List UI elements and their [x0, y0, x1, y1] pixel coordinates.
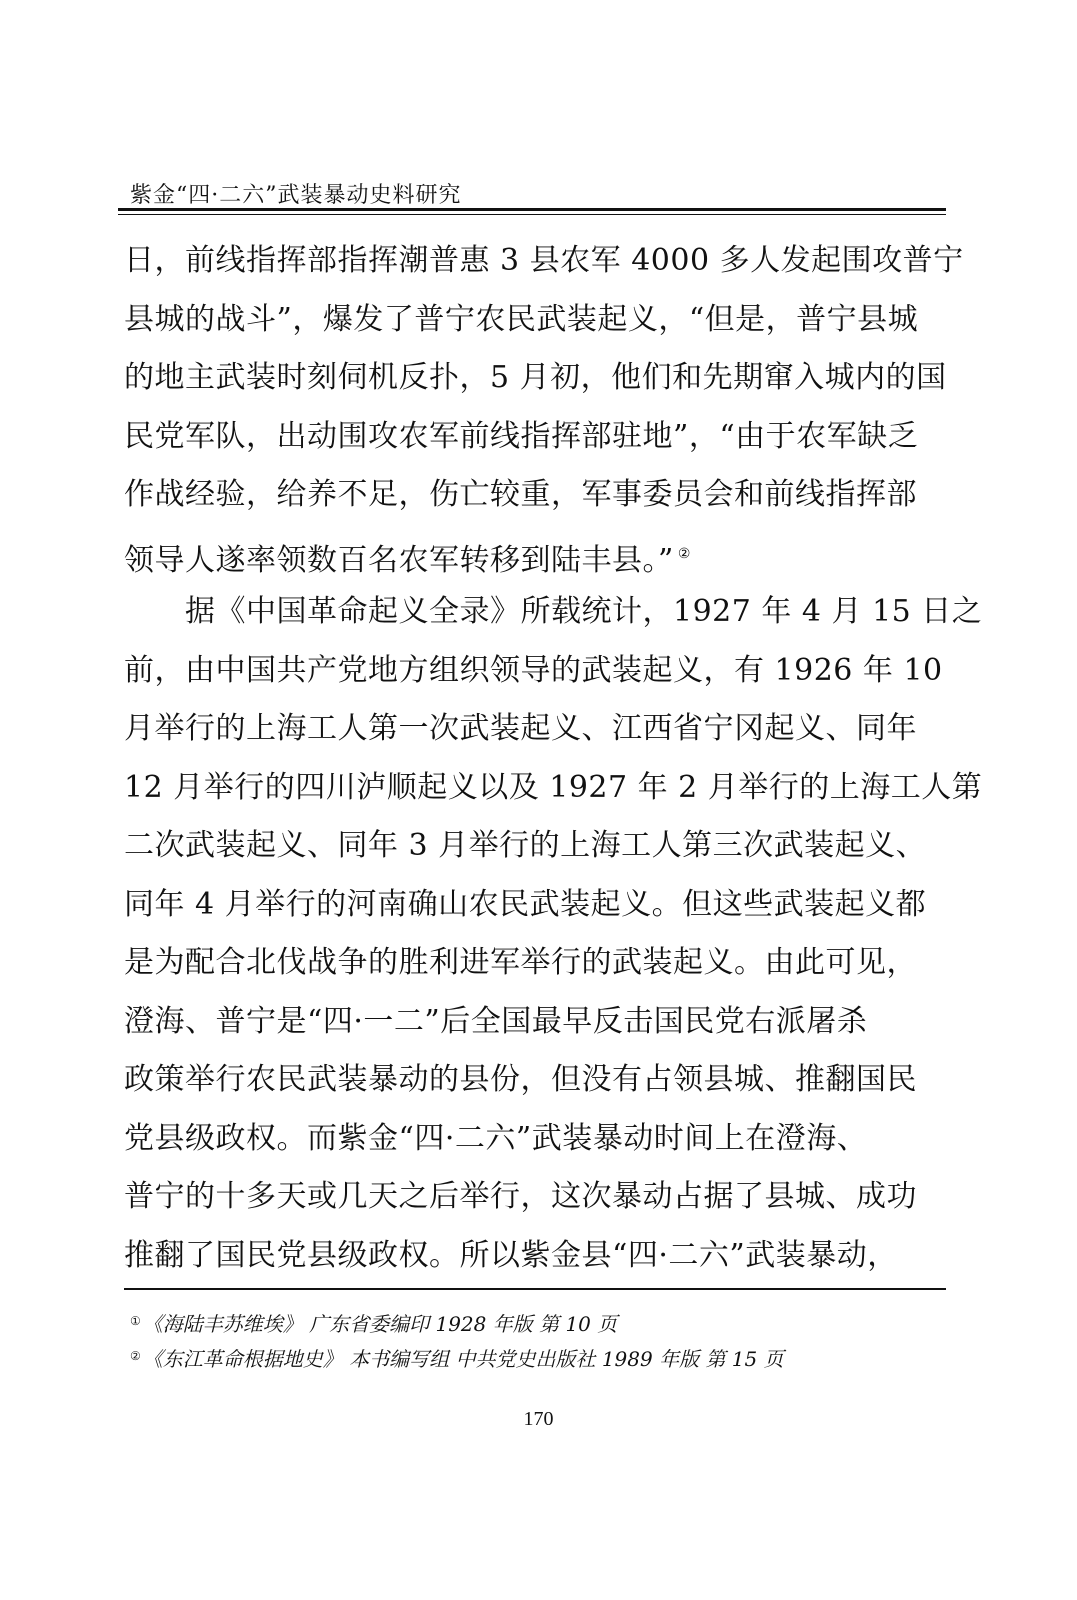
text-line: 县城的战斗”，爆发了普宁农民武装起义，“但是，普宁县城: [124, 301, 919, 337]
text-line: 普宁的十多天或几天之后举行，这次暴动占据了县城、成功: [124, 1179, 917, 1214]
text-line-with-note: [124, 525, 944, 584]
text-line: 澄海、普宁是“四·一二”后全国最早反击国民党右派屠杀: [124, 1003, 868, 1039]
text-line: 月举行的上海工人第一次武装起义、江西省宁冈起义、同年: [124, 711, 917, 746]
text-line: 据《中国革命起义全录》所载统计，1927 年 4 月 15 日之: [124, 594, 983, 629]
text-line: 党县级政权。而紫金“四·二六”武装暴动时间上在澄海、: [124, 1120, 868, 1156]
header-rule-thin: [118, 214, 946, 215]
text-line: 推翻了国民党县级政权。所以紫金县“四·二六”武装暴动，: [124, 1237, 898, 1273]
running-header: 紫金“四·二六”武装暴动史料研究: [130, 183, 462, 208]
text-line: 领导人遂率领数百名农军转移到陆丰县。”: [124, 542, 674, 578]
footnote-mark: ②: [130, 1349, 141, 1363]
text-line: 是为配合北伐战争的胜利进军举行的武装起义。由此可见，: [124, 945, 917, 980]
footnote-item: [130, 1340, 930, 1375]
text-line: 作战经验，给养不足，伤亡较重，军事委员会和前线指挥部: [124, 477, 917, 512]
text-line: 同年 4 月举行的河南确山农民武装起义。但这些武装起义都: [124, 886, 927, 922]
header-rule: [118, 208, 946, 211]
footnote-text: 《海陆丰苏维埃》 广东省委编印 1928 年版 第 10 页: [142, 1312, 618, 1336]
text-line: 民党军队，出动围攻农军前线指挥部驻地”，“由于农军缺乏: [124, 418, 919, 454]
footnote-item: [130, 1305, 930, 1340]
text-line: 二次武装起义、同年 3 月举行的上海工人第三次武装起义、: [124, 828, 927, 863]
footnote-rule: [124, 1288, 946, 1290]
body-text: [124, 232, 983, 1285]
footnote-mark: ①: [130, 1314, 141, 1328]
page-number: 170: [523, 1408, 554, 1430]
footnote-text: 《东江革命根据地史》 本书编写组 中共党史出版社 1989 年版 第 15 页: [142, 1347, 784, 1371]
footnotes: [130, 1305, 930, 1375]
text-line: 政策举行农民武装暴动的县份，但没有占领县城、推翻国民: [124, 1062, 917, 1097]
footnote-reference[interactable]: ②: [677, 545, 691, 562]
text-line: 12 月举行的四川泸顺起义以及 1927 年 2 月举行的上海工人第: [124, 769, 983, 805]
text-line: 的地主武装时刻伺机反扑，5 月初，他们和先期窜入城内的国: [124, 360, 947, 395]
text-line: 前，由中国共产党地方组织领导的武装起义，有 1926 年 10: [124, 652, 943, 688]
text-line: 日，前线指挥部指挥潮普惠 3 县农军 4000 多人发起围攻普宁: [124, 243, 964, 278]
